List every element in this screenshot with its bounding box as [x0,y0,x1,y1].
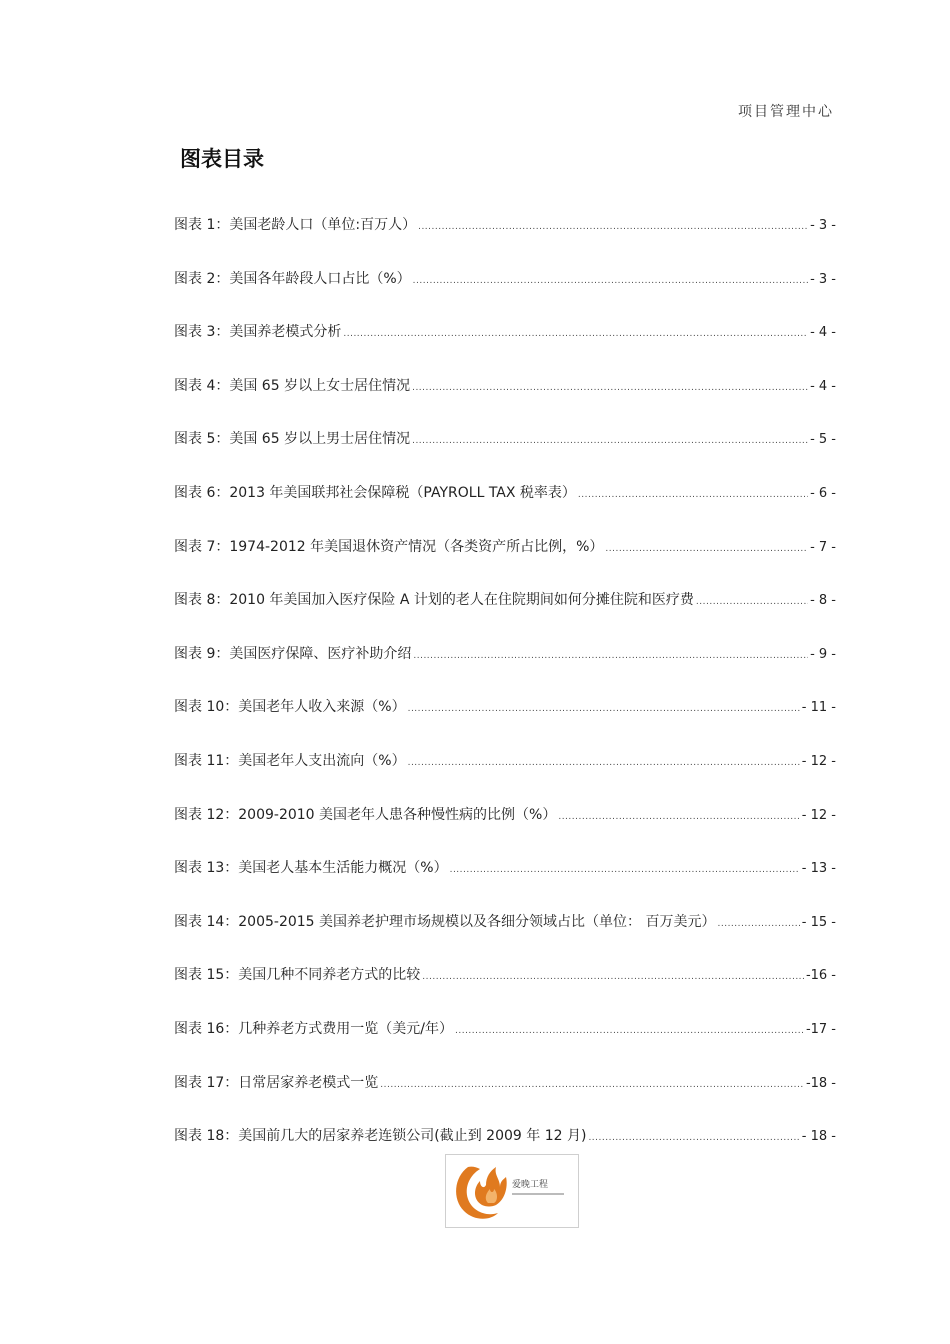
toc-entry-page: - 7 - [810,539,836,555]
toc-entry[interactable] [174,857,836,911]
toc-entry[interactable] [174,428,836,482]
toc-entry-label: 图表 10：美国老年人收入来源（%） [174,699,406,716]
toc-entry-label: 图表 12：2009-2010 美国老年人患各种慢性病的比例（%） [174,806,557,823]
logo-text: 爱晚工程 [512,1180,549,1190]
toc-entry-page: - 3 - [810,271,836,287]
toc-entry-label: 图表 18：美国前几大的居家养老连锁公司(截止到 2009 年 12 月) [174,1128,587,1145]
toc-entry-label: 图表 1：美国老龄人口（单位:百万人） [174,217,417,233]
toc-leader-dots [717,919,799,929]
toc-entry[interactable] [174,911,836,965]
toc-entry-page: - 15 - [801,914,836,930]
toc-entry-label: 图表 4：美国 65 岁以上女士居住情况 [174,377,411,394]
toc-entry-label: 图表 3：美国养老模式分析 [174,324,342,341]
toc-leader-dots [343,329,808,339]
toc-leader-dots [418,222,808,232]
toc-entry-page: -18 - [805,1075,836,1091]
toc-leader-dots [412,436,808,446]
toc-entry-label: 图表 13：美国老人基本生活能力概况（%） [174,860,448,877]
toc-leader-dots [588,1133,799,1143]
toc-leader-dots [413,651,808,661]
toc-entry-label: 图表 7：1974-2012 年美国退休资产情况（各类资产所占比例，%） [174,538,604,555]
toc-entry[interactable] [174,536,836,590]
toc-entry[interactable] [174,321,836,375]
toc-entry-label: 图表 9：美国医疗保障、医疗补助介绍 [174,645,412,662]
toc-entry[interactable] [174,750,836,804]
toc-entry-page: - 11 - [801,700,836,716]
toc-leader-dots [408,704,800,714]
toc-leader-dots [380,1080,804,1090]
toc-entry[interactable] [174,643,836,697]
toc-entry[interactable] [174,964,836,1018]
toc-entry-page: - 6 - [810,485,836,501]
toc-entry-page: - 5 - [810,432,836,448]
toc-entry-page: - 12 - [801,753,836,769]
toc-entry-label: 图表 5：美国 65 岁以上男士居住情况 [174,431,411,448]
toc-entry-page: - 3 - [810,218,836,233]
toc-leader-dots [408,758,800,768]
toc-entry-page: -16 - [805,968,836,984]
toc-entry[interactable] [174,804,836,858]
toc-entry-label: 图表 16：几种养老方式费用一览（美元/年） [174,1020,453,1037]
header-org-name: 项目管理中心 [738,104,834,120]
toc-entry[interactable] [174,1018,836,1072]
toc-leader-dots [413,276,808,286]
toc-entry[interactable] [174,375,836,429]
toc-entry-page: - 4 - [810,325,836,341]
toc-entry-page: - 13 - [801,861,836,877]
toc-leader-dots [558,812,799,822]
toc-entry[interactable] [174,214,836,268]
toc-leader-dots [455,1026,804,1036]
toc-entry-label: 图表 17：日常居家养老模式一览 [174,1074,379,1091]
toc-entry-label: 图表 11：美国老年人支出流向（%） [174,752,406,769]
toc-entry[interactable] [174,268,836,322]
toc-entry-page: - 9 - [810,646,836,662]
toc-entry-page: -17 - [805,1021,836,1037]
flame-logo-icon [446,1155,578,1227]
toc-entry-label: 图表 8：2010 年美国加入医疗保险 A 计划的老人在住院期间如何分摊住院和医疗费 [174,592,694,609]
toc-entry-label: 图表 6：2013 年美国联邦社会保障税（PAYROLL TAX 税率表） [174,484,576,501]
toc-entry-page: - 8 - [810,593,836,609]
toc-entry-label: 图表 14：2005-2015 美国养老护理市场规模以及各细分领域占比（单位： 百万美元） [174,913,716,930]
toc-entry-label: 图表 2：美国各年龄段人口占比（%） [174,270,411,287]
toc-title: 图表目录 [180,147,264,171]
toc-entry-page: - 12 - [801,807,836,823]
toc-leader-dots [605,544,808,554]
toc-leader-dots [696,597,808,607]
toc-leader-dots [412,383,808,393]
toc-leader-dots [422,972,804,982]
toc-entry-page: - 4 - [810,378,836,394]
toc-list [174,214,836,1179]
toc-entry[interactable] [174,589,836,643]
toc-entry-label: 图表 15：美国几种不同养老方式的比较 [174,967,421,984]
toc-entry-page: - 18 - [801,1129,836,1145]
company-logo [445,1154,579,1228]
toc-entry[interactable] [174,696,836,750]
toc-leader-dots [450,865,800,875]
toc-entry[interactable] [174,482,836,536]
toc-entry[interactable] [174,1072,836,1126]
toc-leader-dots [578,490,808,500]
